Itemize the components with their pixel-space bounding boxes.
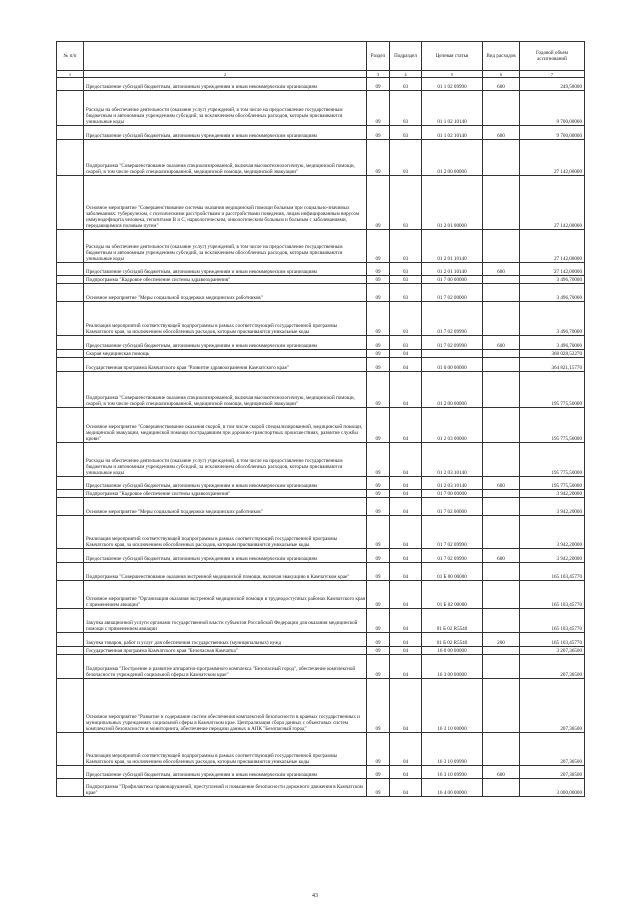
cell-razdel: 09 [367,549,390,563]
cell-name: Предоставление субсидий бюджетным, автономным учреждениям и иным некоммерческим организациям [84,263,367,276]
cell-razdel: 09 [367,140,390,176]
table-header-row [57,42,585,71]
cell-name: Расходы на обеспечение деятельности (оказание услуг) учреждений, в том числе на предоставление государственным бюджетным и автономным учреждениям субсидий, за исключением обособленных расходов, которым присваиваются уникальные коды [84,443,367,477]
cell-target-article: 01 7 02 09990 [422,549,483,563]
cell-podrazdel: 04 [390,443,422,477]
cell-amount: 3 000,00000 [520,779,585,797]
cell-expense-type [483,372,520,408]
cell-podrazdel: 04 [390,477,422,490]
cell-expense-type [483,581,520,609]
cell-expense-type [483,609,520,633]
header-annual-amount: Годовой объем ассигнований [520,42,585,71]
cell-amount: 165 103,45770 [520,581,585,609]
cell-razdel: 09 [367,176,390,230]
cell-target-article: 01 7 00 00000 [422,276,483,284]
cell-target-article: 01 Б 02 00000 [422,581,483,609]
cell-razdel: 09 [367,498,390,516]
cell-index [57,655,84,679]
column-number: 1 [57,71,84,78]
cell-target-article: 16 4 00 00000 [422,779,483,797]
cell-podrazdel: 03 [390,230,422,263]
cell-expense-type [483,516,520,549]
table-row [57,609,585,633]
cell-index [57,549,84,563]
cell-amount: 9 700,00000 [520,126,585,140]
cell-expense-type [483,647,520,655]
cell-razdel: 09 [367,609,390,633]
cell-expense-type: 600 [483,126,520,140]
cell-name: Подпрограмма "Построение и развитие аппаратно-программного комплекса "Безопасный город", обеспечение комплексной безопасности учреждений социальной сферы в Камчатском крае" [84,655,367,679]
table-row [57,733,585,766]
cell-razdel: 09 [367,78,390,91]
cell-target-article: 16 3 10 09990 [422,766,483,779]
column-number-row [57,71,585,78]
cell-expense-type [483,358,520,372]
cell-expense-type [483,733,520,766]
cell-index [57,581,84,609]
cell-target-article: 01 2 01 10140 [422,230,483,263]
cell-name: Подпрограмма "Кадровое обеспечение системы здравоохранения" [84,490,367,498]
cell-expense-type [483,350,520,358]
cell-index [57,358,84,372]
table-row [57,176,585,230]
cell-index [57,490,84,498]
cell-amount: 195 775,50000 [520,443,585,477]
cell-index [57,633,84,647]
cell-expense-type [483,176,520,230]
cell-podrazdel: 03 [390,140,422,176]
cell-expense-type [483,563,520,581]
table-row [57,581,585,609]
table-row [57,78,585,91]
cell-amount: 165 103,45770 [520,609,585,633]
cell-amount: 195 775,50000 [520,477,585,490]
cell-razdel: 09 [367,490,390,498]
table-row [57,140,585,176]
cell-target-article: 01 7 02 09990 [422,336,483,350]
cell-name: Предоставление субсидий бюджетным, автономным учреждениям и иным некоммерческим организациям [84,126,367,140]
cell-expense-type: 600 [483,477,520,490]
cell-razdel: 09 [367,679,390,733]
cell-index [57,408,84,443]
table-row [57,336,585,350]
cell-podrazdel: 04 [390,490,422,498]
cell-index [57,779,84,797]
cell-expense-type: 600 [483,336,520,350]
cell-target-article: 01 1 02 09990 [422,78,483,91]
cell-podrazdel: 03 [390,302,422,336]
cell-name: Расходы на обеспечение деятельности (оказание услуг) учреждений, в том числе на предоставление государственным бюджетным и автономным учреждениям субсидий, за исключением обособленных расходов, которым присваиваются уникальные коды [84,230,367,263]
cell-podrazdel: 04 [390,633,422,647]
cell-name: Основное мероприятие "Развитие и содержание систем обеспечения комплексной безопасности в краевых государственных и муниципальных учреждениях социальной сферы в Камчатском крае. Централизация сбора данных с объектовых систем комплексной безопасности и мониторинга, обеспечение передачи данных в АПК "Безопасный город" [84,679,367,733]
cell-name: Основное мероприятие "Совершенствование системы оказания медицинской помощи больным при социально-значимых заболеваниях: туберкулезом, с психическими расстройствами и расстройствами поведения, лицам инфицированным вирусом иммунодефицита человека, гепатитами В и С, наркологическим, онкологическим больным и больным с заболеваниями, передающимися половым путем" [84,176,367,230]
cell-expense-type [483,140,520,176]
cell-expense-type: 600 [483,263,520,276]
cell-target-article: 01 2 03 10140 [422,477,483,490]
table-row [57,477,585,490]
cell-expense-type [483,284,520,302]
cell-target-article: 01 2 01 10140 [422,263,483,276]
cell-target-article: 16 3 10 09990 [422,733,483,766]
table-row [57,498,585,516]
cell-expense-type [483,679,520,733]
table-row [57,230,585,263]
cell-name: Основное мероприятие "Организация оказания экстренной медицинской помощи в труднодоступных районах Камчатского края с применением авиации" [84,581,367,609]
cell-target-article: 01 0 00 00000 [422,358,483,372]
table-row [57,91,585,126]
cell-name: Реализация мероприятий соответствующей подпрограммы в рамках соответствующей государственной программы Камчатского края, за исключением обособленных расходов, которым присваиваются уникальные коды [84,516,367,549]
cell-amount: 249,50000 [520,78,585,91]
cell-name: Скорая медицинская помощь [84,350,367,358]
cell-expense-type [483,91,520,126]
cell-index [57,563,84,581]
table-row [57,779,585,797]
cell-name: Предоставление субсидий бюджетным, автономным учреждениям и иным некоммерческим организациям [84,549,367,563]
cell-index [57,263,84,276]
column-number: 4 [390,71,422,78]
header-expense-type: Вид расходов [483,42,520,71]
cell-amount: 3 942,20000 [520,490,585,498]
cell-index [57,276,84,284]
table-row [57,549,585,563]
cell-target-article: 01 Б 02 R5540 [422,633,483,647]
cell-expense-type [483,302,520,336]
cell-name: Реализация мероприятий соответствующей подпрограммы в рамках соответствующей государственной программы Камчатского края, за исключением обособленных расходов, которым присваиваются уникальные коды [84,302,367,336]
table-row [57,490,585,498]
cell-expense-type: 600 [483,78,520,91]
cell-podrazdel: 04 [390,549,422,563]
cell-name: Закупка авиационной услуги органами государственной власти субъектов Российской Федерации для оказания медицинской помощи с применением авиации [84,609,367,633]
cell-expense-type: 600 [483,766,520,779]
cell-podrazdel: 04 [390,779,422,797]
cell-expense-type [483,443,520,477]
cell-name: Предоставление субсидий бюджетным, автономным учреждениям и иным некоммерческим организациям [84,78,367,91]
budget-allocation-table [56,41,585,797]
cell-target-article: 01 2 03 10140 [422,443,483,477]
cell-razdel: 09 [367,477,390,490]
cell-target-article: 01 7 00 00000 [422,490,483,498]
cell-expense-type [483,655,520,679]
cell-target-article: 01 7 02 09990 [422,302,483,336]
column-number: 7 [520,71,585,78]
cell-target-article: 01 2 03 00000 [422,408,483,443]
cell-target-article: 01 7 02 09990 [422,516,483,549]
column-number: 6 [483,71,520,78]
cell-podrazdel: 04 [390,372,422,408]
cell-podrazdel: 03 [390,284,422,302]
cell-razdel: 09 [367,91,390,126]
table-row [57,372,585,408]
cell-podrazdel: 04 [390,358,422,372]
cell-target-article [422,350,483,358]
cell-podrazdel: 04 [390,766,422,779]
cell-podrazdel: 03 [390,336,422,350]
cell-name: Подпрограмма "Совершенствование оказания экстренной медицинской помощи, включая эвакуацию в Камчатском крае" [84,563,367,581]
header-name [84,42,367,71]
cell-name: Предоставление субсидий бюджетным, автономным учреждениям и иным некоммерческим организациям [84,766,367,779]
cell-expense-type [483,490,520,498]
table-row [57,443,585,477]
cell-index [57,766,84,779]
cell-name: Подпрограмма "Кадровое обеспечение системы здравоохранения" [84,276,367,284]
cell-name: Закупка товаров, работ и услуг для обеспечения государственных (муниципальных) нужд [84,633,367,647]
cell-razdel: 09 [367,563,390,581]
table-row [57,284,585,302]
cell-amount: 3 496,70000 [520,276,585,284]
cell-target-article: 01 7 02 00000 [422,498,483,516]
cell-razdel: 09 [367,766,390,779]
cell-amount: 3 942,20000 [520,516,585,549]
table-row [57,563,585,581]
cell-razdel: 09 [367,302,390,336]
cell-razdel: 09 [367,408,390,443]
cell-razdel: 09 [367,633,390,647]
cell-name: Основное мероприятие "Меры социальной поддержки медицинских работников" [84,498,367,516]
cell-razdel: 09 [367,350,390,358]
cell-amount: 27 142,00000 [520,263,585,276]
cell-target-article: 01 2 01 00000 [422,176,483,230]
cell-name: Основное мероприятие "Совершенствование оказания скорой, в том числе скорой специализированной, медицинской помощи, медицинской эвакуации, медицинской помощи пострадавшим при дорожно-транспортных происшествиях, развитие службы крови" [84,408,367,443]
cell-index [57,647,84,655]
cell-name: Основное мероприятие "Меры социальной поддержки медицинских работников" [84,284,367,302]
cell-expense-type: 600 [483,549,520,563]
header-podrazdel: Подраздел [390,42,422,71]
cell-podrazdel: 03 [390,91,422,126]
cell-index [57,230,84,263]
cell-razdel: 09 [367,358,390,372]
cell-target-article: 01 7 02 00000 [422,284,483,302]
cell-amount: 195 775,50000 [520,372,585,408]
cell-podrazdel: 04 [390,679,422,733]
cell-razdel: 09 [367,655,390,679]
cell-index [57,336,84,350]
cell-amount: 207,36500 [520,679,585,733]
cell-razdel: 09 [367,581,390,609]
cell-index [57,516,84,549]
cell-amount: 165 103,45770 [520,563,585,581]
cell-index [57,443,84,477]
cell-name: Подпрограмма "Совершенствование оказания специализированной, включая высокотехнологичную, медицинской помощи, скорой, в том числе скорой специализированной, медицинской помощи, медицинской эвакуации" [84,140,367,176]
header-razdel: Раздел [367,42,390,71]
cell-expense-type [483,498,520,516]
cell-index [57,350,84,358]
cell-razdel: 09 [367,230,390,263]
cell-amount: 3 942,20000 [520,549,585,563]
page-number: 43 [312,893,318,899]
cell-name: Расходы на обеспечение деятельности (оказание услуг) учреждений, в том числе на предоставление государственным бюджетным и автономным учреждениям субсидий, за исключением обособленных расходов, которым присваиваются уникальные коды [84,91,367,126]
cell-target-article: 01 2 00 00000 [422,140,483,176]
cell-name: Государственная программа Камчатского края "Безопасная Камчатка" [84,647,367,655]
cell-amount: 3 496,70000 [520,284,585,302]
header-target-article: Целевая статья [422,42,483,71]
cell-podrazdel: 04 [390,498,422,516]
cell-podrazdel: 04 [390,581,422,609]
cell-podrazdel: 04 [390,408,422,443]
cell-podrazdel: 04 [390,516,422,549]
cell-podrazdel: 04 [390,609,422,633]
table-row [57,633,585,647]
cell-amount: 9 700,00000 [520,91,585,126]
cell-amount: 3 496,70000 [520,302,585,336]
cell-name: Реализация мероприятий соответствующей подпрограммы в рамках соответствующей государственной программы Камчатского края, за исключением обособленных расходов, которым присваиваются уникальные коды [84,733,367,766]
cell-amount: 27 142,00000 [520,140,585,176]
cell-razdel: 09 [367,284,390,302]
cell-index [57,284,84,302]
cell-razdel: 09 [367,372,390,408]
cell-amount: 27 142,00000 [520,176,585,230]
cell-name: Государственная программа Камчатского края "Развитие здравоохранения Камчатского края" [84,358,367,372]
table-row [57,126,585,140]
cell-amount: 165 103,45770 [520,633,585,647]
cell-razdel: 09 [367,126,390,140]
cell-razdel: 09 [367,263,390,276]
cell-podrazdel: 03 [390,126,422,140]
cell-index [57,679,84,733]
cell-razdel: 09 [367,276,390,284]
column-number: 5 [422,71,483,78]
cell-index [57,91,84,126]
cell-name: Подпрограмма "Совершенствование оказания специализированной, включая высокотехнологичную, медицинской помощи, скорой, в том числе скорой специализированной, медицинской помощи, медицинской эвакуации" [84,372,367,408]
table-row [57,647,585,655]
cell-index [57,140,84,176]
cell-target-article: 16 3 00 00000 [422,655,483,679]
cell-name: Предоставление субсидий бюджетным, автономным учреждениям и иным некоммерческим организациям [84,477,367,490]
cell-amount: 207,36500 [520,655,585,679]
table-body [57,78,585,797]
cell-amount: 3 496,70000 [520,336,585,350]
cell-name: Предоставление субсидий бюджетным, автономным учреждениям и иным некоммерческим организациям [84,336,367,350]
cell-amount: 364 821,15770 [520,358,585,372]
cell-razdel: 09 [367,336,390,350]
cell-index [57,498,84,516]
cell-target-article: 01 Б 00 00000 [422,563,483,581]
cell-razdel: 09 [367,733,390,766]
cell-razdel: 09 [367,779,390,797]
cell-index [57,302,84,336]
cell-podrazdel: 04 [390,733,422,766]
cell-index [57,477,84,490]
table-row [57,350,585,358]
cell-expense-type [483,408,520,443]
cell-podrazdel: 04 [390,350,422,358]
column-number: 2 [84,71,367,78]
cell-index [57,78,84,91]
table-row [57,302,585,336]
table-row [57,276,585,284]
cell-index [57,733,84,766]
cell-expense-type [483,779,520,797]
cell-podrazdel: 04 [390,647,422,655]
cell-target-article: 16 0 00 00000 [422,647,483,655]
cell-expense-type: 200 [483,633,520,647]
cell-index [57,176,84,230]
table-row [57,679,585,733]
cell-target-article: 16 3 10 00000 [422,679,483,733]
cell-amount: 368 028,52270 [520,350,585,358]
cell-target-article: 01 1 02 10140 [422,126,483,140]
cell-podrazdel: 03 [390,78,422,91]
budget-document-page [56,41,584,797]
cell-expense-type [483,276,520,284]
cell-podrazdel: 03 [390,276,422,284]
cell-amount: 3 207,36500 [520,647,585,655]
column-number: 3 [367,71,390,78]
cell-podrazdel: 04 [390,563,422,581]
cell-podrazdel: 03 [390,263,422,276]
cell-podrazdel: 03 [390,176,422,230]
cell-amount: 27 142,00000 [520,230,585,263]
cell-amount: 207,36500 [520,766,585,779]
cell-razdel: 09 [367,516,390,549]
cell-amount: 207,36500 [520,733,585,766]
cell-amount: 3 942,20000 [520,498,585,516]
cell-index [57,609,84,633]
cell-expense-type [483,230,520,263]
cell-target-article: 01 2 00 00000 [422,372,483,408]
cell-target-article: 01 1 02 10140 [422,91,483,126]
table-row [57,766,585,779]
cell-name: Подпрограмма "Профилактика правонарушений, преступлений и повышение безопасности дорожного движения в Камчатском крае" [84,779,367,797]
table-row [57,516,585,549]
table-row [57,358,585,372]
cell-podrazdel: 04 [390,655,422,679]
table-row [57,655,585,679]
table-row [57,263,585,276]
cell-target-article: 01 Б 02 R5540 [422,609,483,633]
cell-razdel: 09 [367,443,390,477]
table-row [57,408,585,443]
cell-amount: 195 775,50000 [520,408,585,443]
cell-index [57,372,84,408]
cell-index [57,126,84,140]
header-index: № п/п [57,42,84,71]
cell-razdel: 09 [367,647,390,655]
